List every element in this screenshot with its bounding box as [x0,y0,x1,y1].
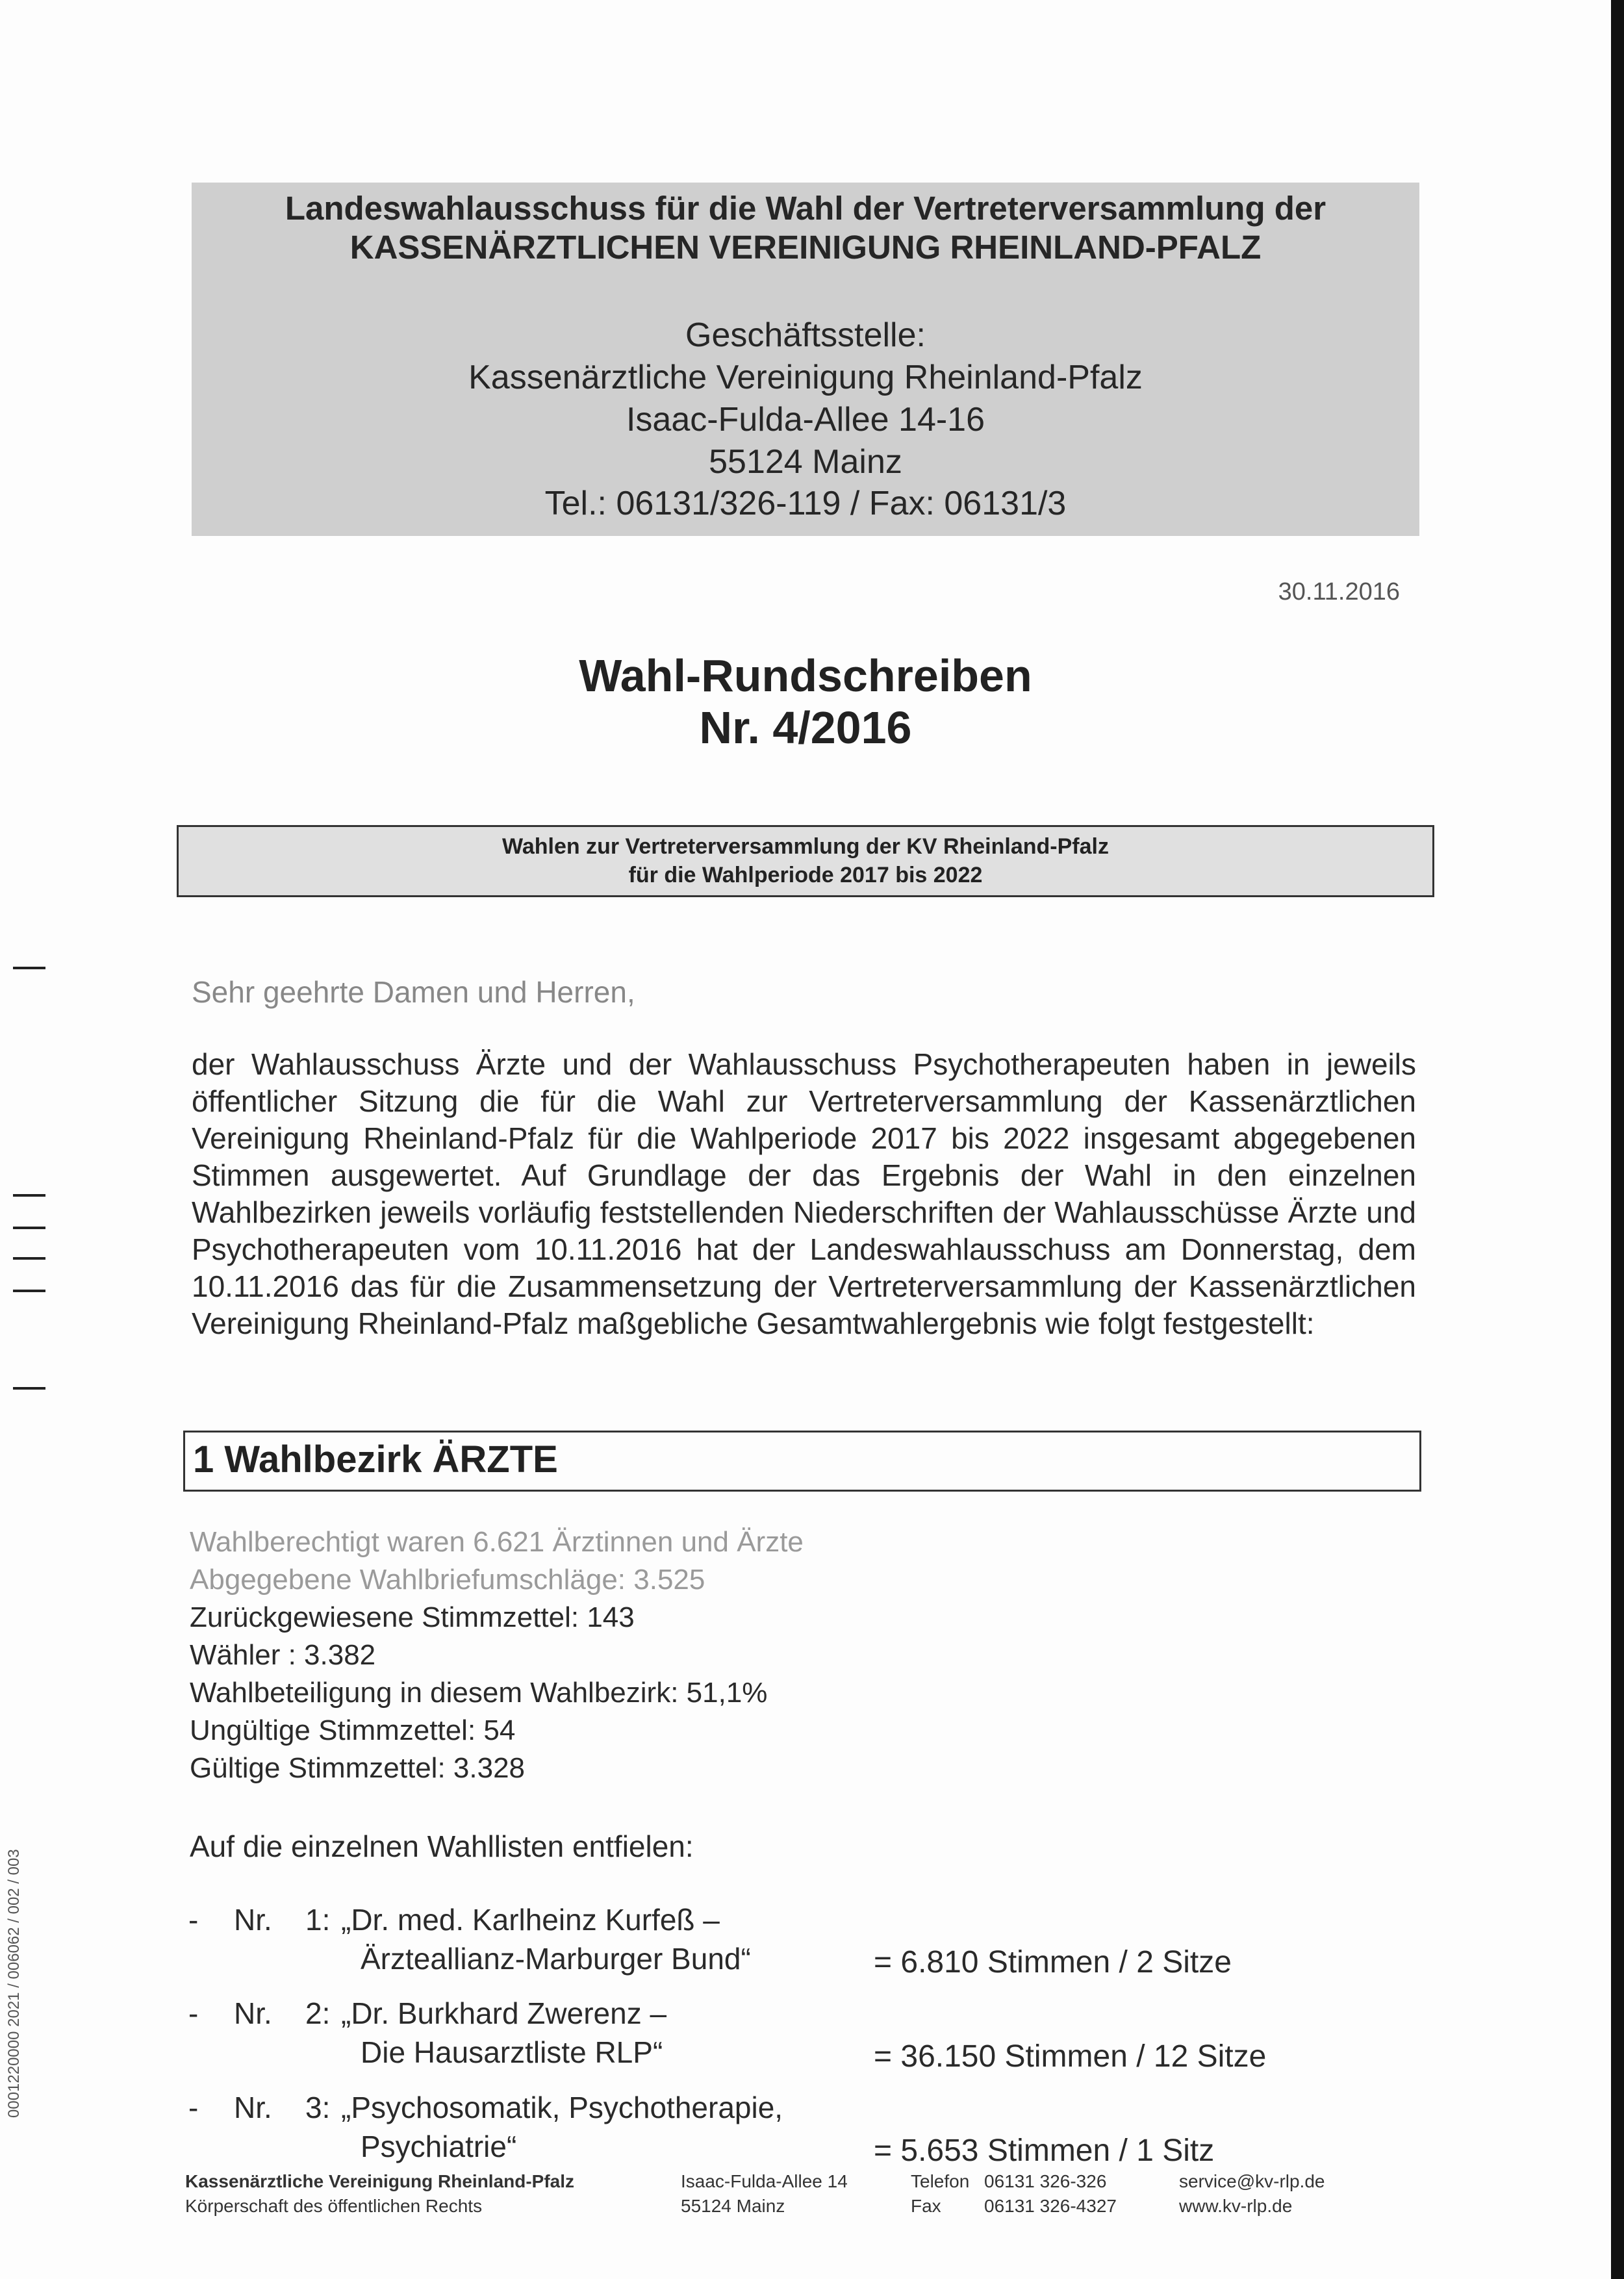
salutation: Sehr geehrte Damen und Herren, [192,975,635,1009]
list-name-line2: Ärzteallianz-Marburger Bund“ [361,1942,751,1976]
stat-line: Ungültige Stimmzettel: 54 [190,1714,516,1746]
list-nr-label: Nr. [234,1903,272,1937]
list-dash: - [188,1996,199,2030]
office-label: Geschäftsstelle: [685,316,926,354]
list-name-line2: Die Hausarztliste RLP“ [361,2035,663,2069]
document-number: Nr. 4/2016 [699,702,912,753]
letterhead-box [192,183,1419,536]
stat-line: Gültige Stimmzettel: 3.328 [190,1752,526,1784]
list-name-line1: „Dr. Burkhard Zwerenz – [341,1996,667,2030]
margin-mark [13,1257,45,1260]
side-code [5,1806,31,2131]
footer-fax-label: Fax [911,2196,941,2216]
list-number: 3: [305,2091,331,2124]
margin-mark [13,1227,45,1229]
footer-tel-label: Telefon [911,2171,970,2191]
list-result: = 5.653 Stimmen / 1 Sitz [874,2133,1215,2168]
list-name-line2: Psychiatrie“ [361,2130,517,2163]
office-phone: Tel.: 06131/326-119 / Fax: 06131/3 [544,485,1067,522]
office-org: Kassenärztliche Vereinigung Rheinland-Pfalz [468,359,1143,396]
document-title: Wahl-Rundschreiben [579,650,1032,701]
footer-address2: 55124 Mainz [681,2196,785,2216]
stat-line: Wahlbeteiligung in diesem Wahlbezirk: 51,1% [190,1677,768,1709]
list-number: 2: [305,1996,331,2030]
list-dash: - [188,2091,199,2124]
stats-block [190,1523,804,1787]
list-result: = 36.150 Stimmen / 12 Sitze [874,2039,1267,2074]
margin-mark [13,1290,45,1292]
document-date: 30.11.2016 [1278,578,1400,605]
footer-tel: 06131 326-326 [984,2171,1107,2191]
list-name-line1: „Dr. med. Karlheinz Kurfeß – [341,1903,720,1937]
subject-line1: Wahlen zur Vertreterversammlung der KV Rheinland-Pfalz [502,834,1109,859]
intro-paragraph-text: der Wahlausschuss Ärzte und der Wahlausschuss Psychotherapeuten haben in jeweils öffentlicher Sitzung die für die Wahl zur Vertreterversammlung der Kassenärztlichen Vereinigung Rheinland-Pfalz für die Wahlperiode 2017 bis 2022 insgesamt abgegebenen Stimmen ausgewertet. Auf Grundlage der das Ergebnis der Wahl in den einzelnen Wahlbezirken jeweils vorläufig feststellenden Niederschriften der Wahlausschüsse Ärzte und Psychotherapeuten vom 10.11.2016 hat der Landeswahlausschuss am Donnerstag, dem 10.11.2016 das für die Zusammensetzung der Vertreterversammlung der Kassenärztlichen Vereinigung Rheinland-Pfalz maßgebliche Gesamtwahlergebnis wie folgt festgestellt: [192,1047,1416,1340]
stat-line: Zurückgewiesene Stimmzettel: 143 [190,1601,635,1633]
list-dash: - [188,1903,199,1937]
letterhead-line2: KASSENÄRZTLICHEN VEREINIGUNG RHEINLAND-PFALZ [349,229,1262,266]
intro-paragraph [192,1046,1416,1342]
footer-org-sub: Körperschaft des öffentlichen Rechts [185,2196,483,2216]
margin-mark [13,967,45,969]
list-name-line1: „Psychosomatik, Psychotherapie, [341,2091,783,2124]
margin-mark [13,1387,45,1390]
section-heading: 1 Wahlbezirk ÄRZTE [193,1438,558,1481]
scan-edge [1611,0,1624,2279]
lists-intro: Auf die einzelnen Wahllisten entfielen: [190,1829,694,1863]
letterhead-line1: Landeswahlausschuss für die Wahl der Vertreterversammlung der [285,190,1326,227]
office-city: 55124 Mainz [709,443,902,481]
footer-org: Kassenärztliche Vereinigung Rheinland-Pfalz [185,2171,575,2191]
side-code-text: 0001220000 2021 / 006062 / 002 / 003 [5,1849,23,2118]
list-nr-label: Nr. [234,1996,272,2030]
footer-web: www.kv-rlp.de [1179,2196,1293,2216]
list-nr-label: Nr. [234,2091,272,2124]
footer-fax: 06131 326-4327 [984,2196,1117,2216]
margin-mark [13,1194,45,1197]
office-street: Isaac-Fulda-Allee 14-16 [626,401,985,439]
stat-line: Abgegebene Wahlbriefumschläge: 3.525 [190,1564,705,1596]
stat-line: Wähler : 3.382 [190,1639,376,1671]
subject-box [177,825,1434,897]
list-result: = 6.810 Stimmen / 2 Sitze [874,1945,1232,1980]
stat-line: Wahlberechtigt waren 6.621 Ärztinnen und Ärzte [190,1526,804,1558]
section-heading-box [183,1431,1421,1492]
footer-email: service@kv-rlp.de [1179,2171,1325,2191]
list-number: 1: [305,1903,331,1937]
footer-address1: Isaac-Fulda-Allee 14 [681,2171,848,2191]
subject-line2: für die Wahlperiode 2017 bis 2022 [628,863,983,887]
